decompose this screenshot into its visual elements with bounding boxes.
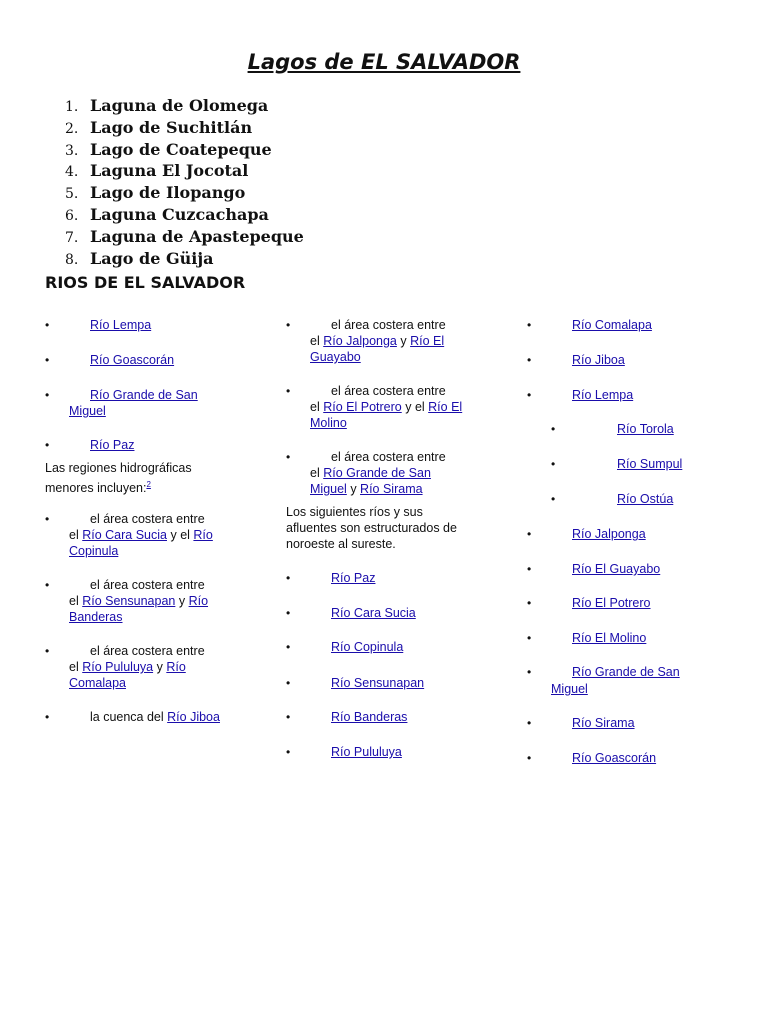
coastal-text: el área costera entre [90,512,205,526]
lake-name: Laguna El Jocotal [90,161,249,181]
bullet: • [286,640,291,654]
river-link[interactable]: Río Paz [90,438,135,452]
cuenca-line: la cuenca del Río Jiboa [90,710,220,724]
bullet: • [527,562,532,576]
bullet: • [45,438,50,452]
river-link[interactable]: Río El Potrero [323,400,402,414]
coastal-line: el Río El Potrero y el Río El [310,400,463,414]
coastal-text: el área costera entre [90,644,205,658]
coastal-text: el área costera entre [331,384,446,398]
lake-name: Laguna de Olomega [90,96,269,115]
bullet: • [527,318,532,332]
bullet: • [286,676,291,690]
bullet: • [45,644,50,658]
river-link[interactable]: Río Grande de San [90,388,198,402]
river-link[interactable]: Río Torola [617,422,674,436]
river-link[interactable]: Molino [310,416,347,430]
list-item [65,205,304,227]
river-link[interactable]: Río Copinula [331,640,404,654]
bullet: • [527,596,532,610]
list-number: 8. [65,251,79,268]
bullet: • [286,384,291,398]
list-item [65,140,304,162]
paragraph-text: Los siguientes ríos y sus [286,505,423,519]
coastal-text: el área costera entre [331,450,446,464]
river-link[interactable]: Río Sensunapan [82,594,176,608]
river-link[interactable]: Río Pululuya [82,660,154,674]
lake-name: Lago de Coatepeque [90,139,272,159]
river-link[interactable]: Miguel [310,482,347,496]
river-link[interactable]: Río [193,528,213,542]
bullet: • [45,318,50,332]
paragraph-text: noroeste al sureste. [286,537,396,551]
bullet: • [527,527,532,541]
river-link[interactable]: Río Jalponga [323,334,397,348]
river-link[interactable]: Río Sumpul [617,457,683,471]
coastal-line: el Río Jalponga y Río El [310,334,445,348]
bullet: • [527,716,532,730]
river-link[interactable]: Río Ostúa [617,492,674,506]
lake-name: Lago de Güija [90,248,214,268]
section-heading: RIOS DE EL SALVADOR [45,273,246,292]
bullet: • [527,665,532,679]
bullet: • [527,751,532,765]
coastal-line: el Río Pululuya y Río [69,660,186,674]
bullet: • [45,388,50,402]
bullet: • [286,745,291,759]
list-number: 2. [65,120,79,137]
river-link[interactable]: Río Sirama [572,716,635,730]
list-item [65,183,304,205]
paragraph-text: afluentes son estructurados de [286,521,457,535]
bullet: • [45,710,50,724]
river-link[interactable]: Río Grande de San [323,466,431,480]
river-link[interactable]: Río Cara Sucia [82,528,167,542]
list-number: 3. [65,142,79,159]
list-number: 5. [65,186,79,203]
footnote-link[interactable]: 2 [146,480,151,489]
list-item [65,96,304,118]
list-item [65,118,304,140]
river-link[interactable]: Río Banderas [331,710,408,724]
river-link[interactable]: Río Comalapa [572,318,652,332]
river-link[interactable]: Comalapa [69,676,126,690]
river-link[interactable]: Guayabo [310,350,361,364]
bullet: • [45,512,50,526]
bullet: • [527,388,532,402]
bullet: • [551,457,556,471]
river-link[interactable]: Copinula [69,544,119,558]
lake-name: Laguna de Apastepeque [90,226,304,246]
regions-text: menores incluyen:$^2$ [45,480,151,496]
river-link[interactable]: Río Cara Sucia [331,606,416,620]
river-link[interactable]: Río El Molino [572,631,647,645]
river-link[interactable]: Río Jalponga [572,527,646,541]
river-link[interactable]: Río Goascorán [90,353,175,367]
list-item [65,161,304,183]
river-link[interactable]: Banderas [69,610,123,624]
lake-name: Lago de Suchitlán [90,117,253,137]
river-link[interactable]: Río Pululuya [331,745,402,759]
bullet: • [527,353,532,367]
bullet: • [286,318,291,332]
river-link[interactable]: Miguel [69,404,106,418]
bullet: • [286,606,291,620]
list-item [65,249,304,271]
bullet: • [551,492,556,506]
bullet: • [286,710,291,724]
coastal-line: el Río Grande de San [310,466,431,480]
bullet: • [551,422,556,436]
river-link[interactable]: Río Jiboa [572,353,625,367]
list-number: 1. [65,99,79,115]
regions-text: Las regiones hidrográficas [45,461,192,475]
lakes-list [65,96,304,270]
bullet: • [45,578,50,592]
river-link[interactable]: Río El Potrero [572,596,651,610]
river-link[interactable]: Río Paz [331,571,376,585]
river-link[interactable]: Miguel [551,682,588,696]
bullet: • [527,631,532,645]
list-number: 7. [65,229,79,246]
list-number: 4. [65,164,79,181]
river-link[interactable]: Río El Guayabo [572,562,661,576]
river-link[interactable]: Río Goascorán [572,751,657,765]
list-item [65,227,304,249]
river-link[interactable]: Río Lempa [572,388,634,402]
coastal-line: el Río Sensunapan y Río [69,594,209,608]
coastal-line: Miguel y Río Sirama [310,482,423,496]
river-link[interactable]: Río Jiboa [167,710,220,724]
river-link[interactable]: Río Sensunapan [331,676,425,690]
list-number: 6. [65,207,79,224]
lake-name: Laguna Cuzcachapa [90,204,269,224]
river-link[interactable]: Río Sirama [360,482,423,496]
coastal-text: el área costera entre [90,578,205,592]
bullet: • [286,450,291,464]
river-link[interactable]: Río Grande de San [572,665,680,679]
bullet: • [45,353,50,367]
coastal-line: el Río Cara Sucia y el Río [69,528,213,542]
river-link[interactable]: Río [188,594,209,608]
river-link[interactable]: Río Lempa [90,318,152,332]
bullet: • [286,571,291,585]
coastal-text: el área costera entre [331,318,446,332]
river-link[interactable]: Río El [428,400,463,414]
river-link[interactable]: Río [166,660,186,674]
river-link[interactable]: Río El [410,334,445,348]
lake-name: Lago de Ilopango [90,183,246,203]
page-title: Lagos de EL SALVADOR [247,50,521,74]
